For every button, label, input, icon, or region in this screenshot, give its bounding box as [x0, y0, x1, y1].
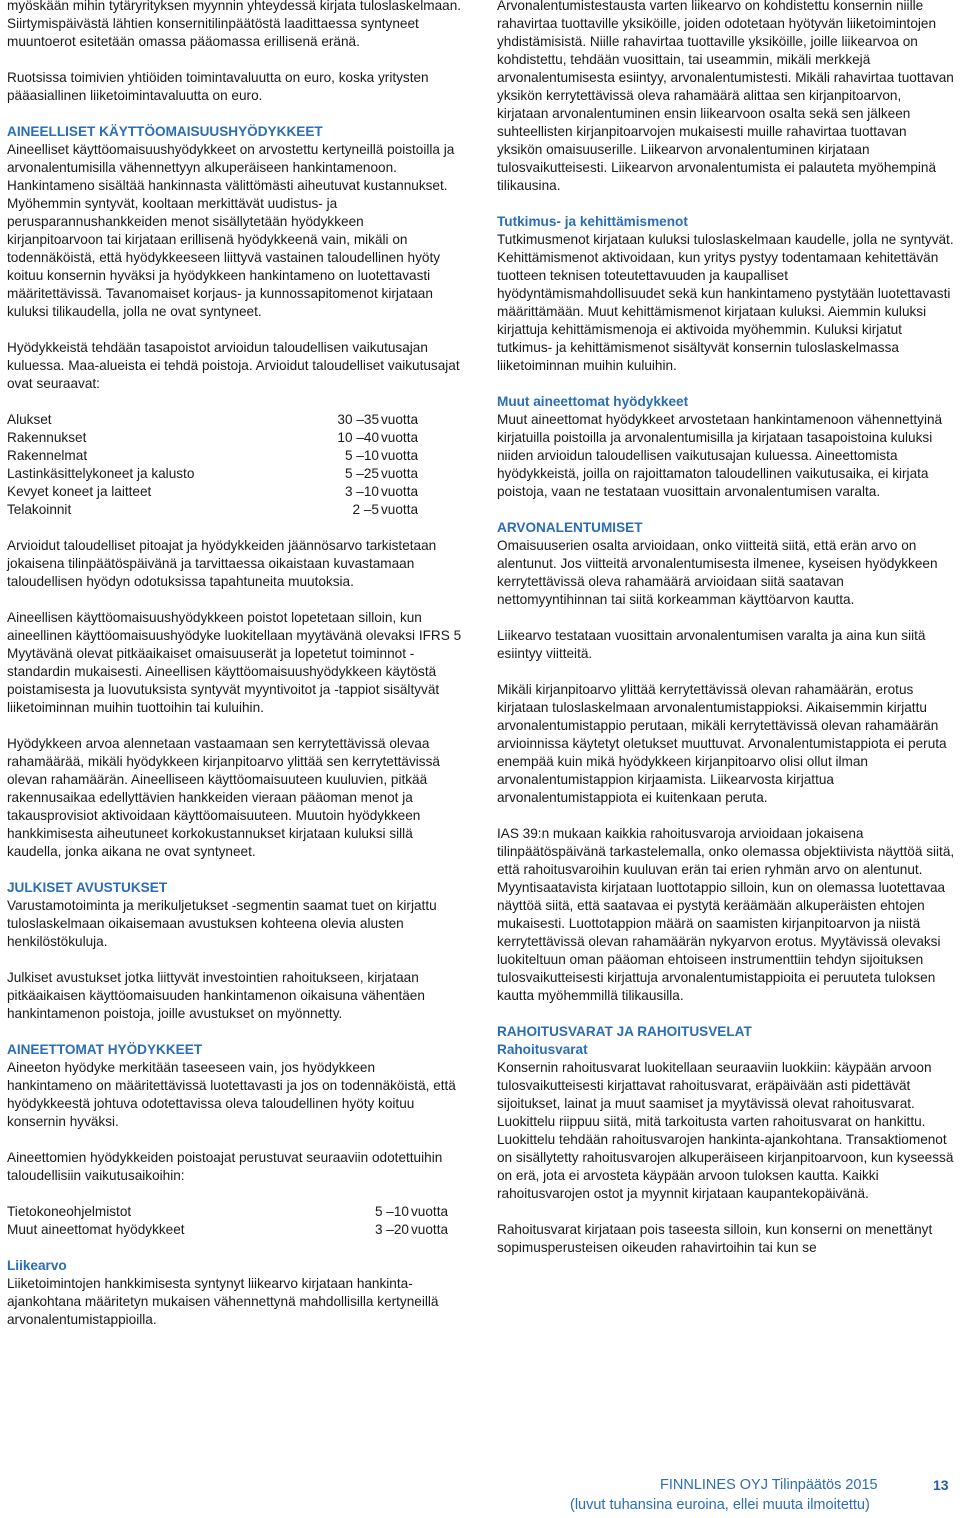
- impairment-paragraph-1: Omaisuuserien osalta arvioidaan, onko viitteitä siitä, että erän arvo on alentunut. Jos viitteitä arvonalentumisesta ilmenee, kyseisen hyödykkeen kerrytettävissä oleva rahamäärä arvioidaan siitä saatavan nettomyyntihinnan tai siitä korkeamman käyttöarvon kautta.: [497, 538, 938, 607]
- useful-life-unit: vuotta: [381, 466, 419, 481]
- useful-life-unit: vuotta: [411, 1222, 449, 1237]
- tangible-paragraph-1: Aineelliset käyttöomaisuushyödykkeet on arvostettu kertyneillä poistoilla ja arvonalentumisilla vähennettyyn alkuperäiseen hankintamenoon. Hankintameno sisältää hankinnasta välittömästi aiheutuvat kustannukset. Myöhemmin syntyvät, kooltaan merkittävät uudistus- ja perusparannushankkeiden menot sisällytetään hyödykkeen kirjanpitoarvoon tai kirjataan erillisenä hyödykkeenä vain, mikäli on todennäköistä, että hyödykkeeseen liittyvä vastainen taloudellinen hyöty koituu konsernin hyväksi ja hyödykkeen hankintameno on luotettavasti määritettävissä. Tavanomaiset korjaus- ja kunnossapitomenot kirjataan kuluksi tilikaudella, jolla ne ovat syntyneet.: [7, 142, 455, 319]
- intangible-assets-section: [7, 1041, 462, 1329]
- rnd-section: [497, 213, 955, 375]
- public-grants-section: [7, 879, 462, 1023]
- useful-life-range: 10 –40: [337, 430, 379, 445]
- impairment-paragraph-3: Mikäli kirjanpitoarvo ylittää kerrytettävissä olevan rahamäärän, erotus kirjataan tuloslaskelmaan arvonalentumistappioksi. Aikaisemmin kirjattu arvonalentumistappio perutaan, mikäli kerrytettävissä olevan rahamäärän arvioinnissa käytetyt oletukset muuttuvat. Arvonalentumistappiota ei peruta enempää kuin mikä hyödykkeen kirjanpitoarvo olisi ollut ilman arvonalentumistappion kirjaamista. Liikearvosta kirjattua arvonalentumistappiota ei kuitenkaan peruta.: [497, 682, 947, 805]
- impairment-section: [497, 519, 955, 1005]
- sweden-paragraph: Ruotsissa toimivien yhtiöiden toimintavaluutta on euro, koska yritysten pääasiallinen liiketoimintavaluutta on euro.: [7, 70, 429, 103]
- right-column: [497, 0, 955, 1275]
- useful-life-row: [7, 429, 462, 447]
- useful-life-label: Muut aineettomat hyödykkeet: [7, 1222, 185, 1237]
- intangible-paragraph-2: Aineettomien hyödykkeiden poistoajat perustuvat seuraaviin odotettuihin taloudellisiin vaikutusaikoihin:: [7, 1150, 443, 1183]
- grants-paragraph-1: Varustamotoiminta ja merikuljetukset -segmentin saamat tuet on kirjattu tuloslaskelmaan oikaisemaan avustuksen kohteena olevia alusten henkilöstökuluja.: [7, 898, 437, 949]
- goodwill-continued-paragraph: Arvonalentumistestausta varten liikearvo on kohdistettu konsernin niille rahavirtaa tuottaville yksiköille, joiden odotetaan hyötyvän liiketoimintojen yhdistämisistä. Niille rahavirtaa tuottaville yksiköille, joille liikearvoa on kohdistettu, tehdään vuosittain, tai useammin, mikäli merkkejä arvonalentumisesta esiintyy, arvonalentumistesti. Mikäli rahavirtaa tuottavan yksikön kerrytettävissä oleva rahamäärä alittaa sen kirjanpitoarvon, kirjataan arvonalentuminen ensin liikearvoon osalta sekä sen jälkeen suhteellisten kirjanpitoarvojen mukaisesti muille rahavirtaa tuottavan yksikön omaisuuserille. Liikearvon arvonalentuminen kirjataan tulosvaikutteisesti. Liikearvon arvonalentumista ei palauteta myöhempinä tilikausina.: [497, 0, 954, 193]
- other-intangible-paragraph: Muut aineettomat hyödykkeet arvostetaan hankintamenoon vähennettyinä kirjatuilla poistoilla ja arvonalentumisilla ja kirjataan tasapoistoina kuluksi niiden arvioidun taloudellisen vaikutusajan kuluessa. Aineettomista hyödykkeistä, joilla on rajoittamaton taloudellinen vaikutusaika, ei kirjata poistoja, vaan ne testataan vuosittain arvonalentumisen varalta.: [497, 412, 943, 499]
- useful-life-range: 3 –20: [374, 1222, 409, 1237]
- other-intangible-section: [497, 393, 955, 501]
- tangible-assets-section: [7, 123, 462, 861]
- useful-life-range: 30 –35: [337, 412, 379, 427]
- page-number: 13: [933, 1477, 949, 1493]
- goodwill-heading: Liikearvo: [7, 1258, 67, 1273]
- intro-paragraph: myöskään mihin tytäryrityksen myynnin yhteydessä kirjata tuloslaskelmaan. Siirtymispäivästä lähtien konsernitilinpäätöstä laadittaessa syntyneet muuntoerot esitetään omassa pääomassa erillisenä eränä.: [7, 0, 462, 49]
- footer-subtitle: (luvut tuhansina euroina, ellei muuta ilmoitettu): [570, 1497, 870, 1513]
- useful-life-row: [7, 411, 462, 429]
- intangible-useful-lives-table: [7, 1203, 462, 1239]
- useful-life-range: 5 –25: [344, 466, 379, 481]
- tangible-paragraph-3: Arvioidut taloudelliset pitoajat ja hyödykkeiden jäännösarvo tarkistetaan jokaisena tilinpäätöspäivänä ja tarvittaessa oikaistaan kuvastamaan taloudellisen hyödyn odotuksissa tapahtuneita muutoksia.: [7, 538, 437, 589]
- financial-paragraph-1: Konsernin rahoitusvarat luokitellaan seuraaviin luokkiin: käypään arvoon tulosvaikutteisesti kirjattavat rahoitusvarat, eräpäivään asti pidettävät sijoitukset, lainat ja muut saamiset ja myytävissä olevat rahoitusvarat. Luokittelu riippuu siitä, mitä tarkoitusta varten rahoitusvarat on hankittu. Luokittelu tehdään rahoitusvarojen hankinta-ajankohtana. Transaktiomenot on sisällytetty rahoitusvarojen alkuperäiseen kirjanpitoarvoon, kun kyseessä on erä, jota ei arvosteta käypään arvoon tuloksen kautta. Kaikki rahoitusvarojen ostot ja myynnit kirjataan kaupantekopäivänä.: [497, 1060, 954, 1201]
- tangible-assets-heading: AINEELLISET KÄYTTÖOMAISUUSHYÖDYKKEET: [7, 124, 323, 139]
- useful-life-row: [7, 1203, 462, 1221]
- useful-life-unit: vuotta: [381, 448, 419, 463]
- financial-heading: RAHOITUSVARAT JA RAHOITUSVELAT: [497, 1024, 752, 1039]
- rnd-heading: Tutkimus- ja kehittämismenot: [497, 214, 688, 229]
- useful-life-label: Kevyet koneet ja laitteet: [7, 484, 152, 499]
- useful-life-unit: vuotta: [381, 502, 419, 517]
- useful-life-label: Tietokoneohjelmistot: [7, 1204, 132, 1219]
- financial-assets-section: [497, 1023, 955, 1257]
- impairment-heading: ARVONALENTUMISET: [497, 520, 643, 535]
- useful-life-label: Lastinkäsittelykoneet ja kalusto: [7, 466, 195, 481]
- useful-life-unit: vuotta: [381, 412, 419, 427]
- intangible-paragraph-1: Aineeton hyödyke merkitään taseeseen vain, jos hyödykkeen hankintameno on määritettävissä luotettavasti ja jos on todennäköistä, että hyödykkeestä johtuva odotettavissa oleva taloudellinen hyöty koituu konsernin hyväksi.: [7, 1060, 456, 1129]
- grants-paragraph-2: Julkiset avustukset jotka liittyvät investointien rahoitukseen, kirjataan pitkäaikaisen käyttöomaisuuden hankintamenon oikaisuna vähentäen hankintamenon poistoja, joille avustukset on myönnetty.: [7, 970, 425, 1021]
- useful-life-unit: vuotta: [381, 430, 419, 445]
- useful-life-unit: vuotta: [381, 484, 419, 499]
- useful-life-row: [7, 1221, 462, 1239]
- left-column: [7, 0, 462, 1347]
- useful-life-range: 5 –10: [344, 448, 379, 463]
- footer-company: FINNLINES OYJ Tilinpäätös 2015: [660, 1477, 878, 1493]
- impairment-paragraph-2: Liikearvo testataan vuosittain arvonalentumisen varalta ja aina kun siitä esiintyy viitteitä.: [497, 628, 926, 661]
- useful-life-row: [7, 483, 462, 501]
- intangible-assets-heading: AINEETTOMAT HYÖDYKKEET: [7, 1042, 203, 1057]
- useful-life-label: Telakoinnit: [7, 502, 72, 517]
- tangible-paragraph-4: Aineellisen käyttöomaisuushyödykkeen poistot lopetetaan silloin, kun aineellinen käyttöomaisuushyödyke luokitellaan myytävänä olevaksi IFRS 5 Myytävänä olevat pitkäaikaiset omaisuuserät ja lopetetut toiminnot -standardin mukaisesti. Aineellisen käyttöomaisuushyödykkeen käytöstä poistamisesta ja luovutuksista syntyvät myyntivoitot ja -tappiot sisältyvät liiketoiminnan muihin tuottoihin tai kuluihin.: [7, 610, 462, 715]
- tangible-paragraph-5: Hyödykkeen arvoa alennetaan vastaamaan sen kerrytettävissä olevaa rahamäärää, mikäli hyödykkeen kirjanpitoarvo ylittää sen kerrytettävissä olevan rahamäärän. Aineelliseen käyttöomaisuuteen kuuluvien, pitkää rakennusaikaa edellyttävien hankkeiden vieraan pääoman menot ja takausprovisiot aktivoidaan käyttöomaisuuteen. Muutoin hyödykkeen hankkimisesta aiheutuneet korkokustannukset kirjataan kuluksi sillä kaudella, jonka aikana ne ovat syntyneet.: [7, 736, 440, 859]
- financial-paragraph-2: Rahoitusvarat kirjataan pois taseesta silloin, kun konserni on menettänyt sopimusperusteisen oikeuden rahavirtoihin tai kun se: [497, 1222, 933, 1255]
- public-grants-heading: JULKISET AVUSTUKSET: [7, 880, 168, 895]
- useful-life-unit: vuotta: [411, 1204, 449, 1219]
- useful-life-row: [7, 447, 462, 465]
- other-intangible-heading: Muut aineettomat hyödykkeet: [497, 394, 689, 409]
- rnd-paragraph: Tutkimusmenot kirjataan kuluksi tuloslaskelmaan kaudelle, jolla ne syntyvät. Kehittämismenot aktivoidaan, kun yritys pystyy todentamaan kehitettävän tuotteen teknisen toteutettavuuden ja kaupalliset hyödyntämismahdollisuudet sekä kun hankintameno pystytään luotettavasti määrittämään. Muut kehittämismenot kirjataan kuluksi. Aiemmin kuluksi kirjattuja kehittämismenoja ei aktivoida myöhemmin. Kuluksi kirjatut tutkimus- ja kehittämismenot sisältyvät konsernin tuloslaskelmassa liiketoiminnan muihin kuluihin.: [497, 232, 954, 373]
- tangible-useful-lives-table: [7, 411, 462, 519]
- impairment-paragraph-4: IAS 39:n mukaan kaikkia rahoitusvaroja arvioidaan jokaisena tilinpäätöspäivänä tarkastelemalla, onko olemassa objektiivista näyttöä siitä, että rahoitusvaroihin kuuluvan erän tai erien ryhmän arvo on alentunut. Myyntisaatavista kirjataan luottotappio silloin, kun on olemassa luotettavaa näyttöä siitä, että saatavaa ei pystytä keräämään alkuperäisten ehtojen mukaisesti. Luottotappion määrä on saamisten kirjanpitoarvon ja niistä kerrytettävissä olevan rahamäärän nykyarvon erotus. Myytävissä olevaksi luokiteltuun oman pääoman ehtoiseen instrumenttiin tehdyn sijoituksen tulosvaikutteisesti kirjattuja arvonalentumistappioita ei peruuteta tuloksen kautta myöhemmillä tilikausilla.: [497, 826, 955, 1003]
- useful-life-label: Alukset: [7, 412, 52, 427]
- useful-life-range: 2 –5: [352, 502, 379, 517]
- financial-subheading: Rahoitusvarat: [497, 1042, 588, 1057]
- useful-life-range: 3 –10: [344, 484, 379, 499]
- useful-life-label: Rakennukset: [7, 430, 87, 445]
- useful-life-label: Rakennelmat: [7, 448, 88, 463]
- goodwill-paragraph: Liiketoimintojen hankkimisesta syntynyt liikearvo kirjataan hankinta-ajankohtana määritetyn mukaisen vähennettynä mahdollisilla kertyneillä arvonalentumistappioilla.: [7, 1276, 439, 1327]
- useful-life-row: [7, 465, 462, 483]
- tangible-paragraph-2: Hyödykkeistä tehdään tasapoistot arvioidun taloudellisen vaikutusajan kuluessa. Maa-alueista ei tehdä poistoja. Arvioidut taloudelliset vaikutusajat ovat seuraavat:: [7, 340, 460, 391]
- useful-life-range: 5 –10: [374, 1204, 409, 1219]
- useful-life-row: [7, 501, 462, 519]
